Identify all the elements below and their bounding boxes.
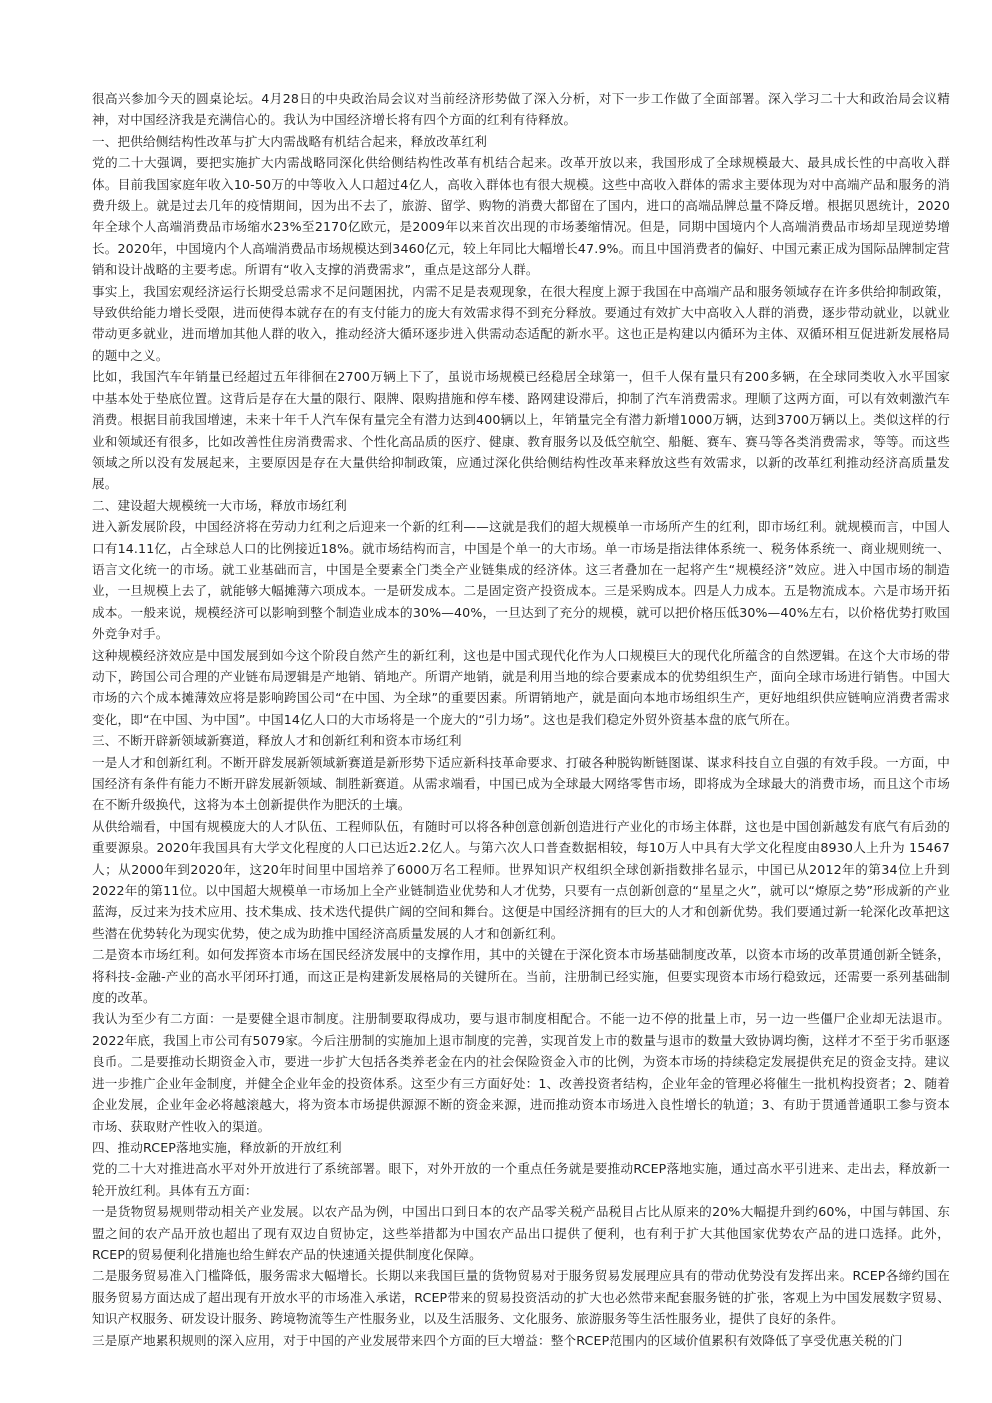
paragraph: 党的二十大对推进高水平对外开放进行了系统部署。眼下，对外开放的一个重点任务就是要推动RCEP落地实施，通过高水平引进来、走出去，释放新一轮开放红利。具体有五方面： [92, 1161, 950, 1198]
paragraph: 比如，我国汽车年销量已经超过五年徘徊在2700万辆上下了，虽说市场规模已经稳居全球第一，但千人保有量只有200多辆，在全球同类收入水平国家中基本处于垫底位置。这背后是存在大量的限行、限牌、限购措施和停车楼、路网建设滞后，抑制了汽车消费需求。理顺了这两方面，可以有效刺激汽车消费。根据目前我国增速，未来十年千人汽车保有量完全有潜力达到400辆以上，年销量完全有潜力新增1000万辆，达到3700万辆以上。类似这样的行业和领域还有很多，比如改善性住房消费需求、个性化高品质的医疗、健康、教育服务以及低空航空、船艇、赛车、赛马等各类消费需求，等等。而这些领域之所以没有发展起来，主要原因是存在大量供给抑制政策，应通过深化供给侧结构性改革来释放这些有效需求，以新的改革红利推动经济高质量发展。 [92, 369, 950, 492]
paragraph: 从供给端看，中国有规模庞大的人才队伍、工程师队伍，有随时可以将各种创意创新创造进行产业化的市场主体群，这也是中国创新越发有底气有后劲的重要源泉。2020年我国具有大学文化程度的人口已达近2.2亿人。与第六次人口普查数据相较，每10万人中具有大学文化程度由8930人上升为 15467人；从2000年到2020年，这20年时间里中国培养了6000万名工程师。世界知识产权组织全球创新指数排名显示，中国已从2012年的第34位上升到2022年的第11位。以中国超大规模单一市场加上全产业链制造业优势和人才优势，只要有一点创新创意的“星星之火”，就可以“燎原之势”形成新的产业蓝海，反过来为技术应用、技术集成、技术迭代提供广阔的空间和舞台。这便是中国经济拥有的巨大的人才和创新优势。我们要通过新一轮深化改革把这些潜在优势转化为现实优势，使之成为助推中国经济高质量发展的人才和创新红利。 [92, 818, 950, 941]
paragraph: 进入新发展阶段，中国经济将在劳动力红利之后迎来一个新的红利——这就是我们的超大规模单一市场所产生的红利，即市场红利。就规模而言，中国人口有14.11亿，占全球总人口的比例接近18%。就市场结构而言，中国是个单一的大市场。单一市场是指法律体系统一、税务体系统一、商业规则统一、语言文化统一的市场。就工业基础而言，中国是全要素全门类全产业链集成的经济体。这三者叠加在一起将产生“规模经济”效应。进入中国市场的制造业，一旦规模上去了，就能够大幅摊薄六项成本。一是研发成本。二是固定资产投资成本。三是采购成本。四是人力成本。五是物流成本。六是市场开拓成本。一般来说，规模经济可以影响到整个制造业成本的30%—40%，一旦达到了充分的规模，就可以把价格压低30%—40%左右，以价格优势打败国外竞争对手。 [92, 519, 950, 642]
paragraph: 三是原产地累积规则的深入应用，对于中国的产业发展带来四个方面的巨大增益：整个RCEP范围内的区域价值累积有效降低了享受优惠关税的门 [92, 1332, 903, 1348]
paragraph: 我认为至少有二方面：一是要健全退市制度。注册制要取得成功，要与退市制度相配合。不能一边不停的批量上市，另一边一些僵尸企业却无法退市。2022年底，我国上市公司有5079家。今后注册制的实施加上退市制度的完善，实现首发上市的数量与退市的数量大致协调均衡，这样才不至于劣币驱逐良币。二是要推动长期资金入市，要进一步扩大包括各类养老金在内的社会保险资金入市的比例，为资本市场的持续稳定发展提供充足的资金支持。建议进一步推广企业年金制度，并健全企业年金的投资体系。这至少有三方面好处：1、改善投资者结构，企业年金的管理必将催生一批机构投资者；2、随着企业发展，企业年金必将越滚越大，将为资本市场提供源源不断的资金来源，进而推动资本市场进入良性增长的轨道；3、有助于贯通普通职工参与资本市场、获取财产性收入的渠道。 [92, 1011, 950, 1134]
paragraph: 一是货物贸易规则带动相关产业发展。以农产品为例，中国出口到日本的农产品零关税产品税目占比从原来的20%大幅提升到约60%，中国与韩国、东盟之间的农产品开放也超出了现有双边自贸协定，这些举措都为中国农产品出口提供了便利，也有利于扩大其他国家优势农产品的进口选择。此外，RCEP的贸易便利化措施也给生鲜农产品的快速通关提供制度化保障。 [92, 1204, 950, 1262]
paragraph: 党的二十大强调，要把实施扩大内需战略同深化供给侧结构性改革有机结合起来。改革开放以来，我国形成了全球规模最大、最具成长性的中高收入群体。目前我国家庭年收入10-50万的中等收入人口超过4亿人，高收入群体也有很大规模。这些中高收入群体的需求主要体现为对中高端产品和服务的消费升级上。就是过去几年的疫情期间，因为出不去了，旅游、留学、购物的消费大都留在了国内，进口的高端品牌总量不降反增。根据贝恩统计，2020年全球个人高端消费品市场缩水23%至2170亿欧元，是2009年以来首次出现的市场萎缩情况。但是，同期中国境内个人高端消费品市场却呈现逆势增长。2020年，中国境内个人高端消费品市场规模达到3460亿元，较上年同比大幅增长47.9%。而且中国消费者的偏好、中国元素正成为国际品牌制定营销和设计战略的主要考虑。所谓有“收入支撑的消费需求”，重点是这部分人群。 [92, 155, 950, 278]
section-heading-rcep: 四、推动RCEP落地实施，释放新的开放红利 [92, 1139, 342, 1155]
paragraph: 事实上，我国宏观经济运行长期受总需求不足问题困扰，内需不足是表观现象，在很大程度上源于我国在中高端产品和服务领域存在许多供给抑制政策，导致供给能力增长受限，进而使得本就存在的有支付能力的庞大有效需求得不到充分释放。要通过有效扩大中高收入人群的消费，逐步带动就业，以就业带动更多就业，进而增加其他人群的收入，推动经济大循环逐步进入供需动态适配的新水平。这也正是构建以内循环为主体、双循环相互促进新发展格局的题中之义。 [92, 283, 950, 363]
paragraph: 一是人才和创新红利。不断开辟发展新领域新赛道是新形势下适应新科技革命要求、打破各种脱钩断链图谋、谋求科技自立自强的有效手段。一方面，中国经济有条件有能力不断开辟发展新领域、制胜新赛道。从需求端看，中国已成为全球最大网络零售市场，即将成为全球最大的消费市场，而且这个市场在不断升级换代，这将为本土创新提供作为肥沃的土壤。 [92, 754, 950, 813]
section-heading-reform: 一、把供给侧结构性改革与扩大内需战略有机结合起来，释放改革红利 [92, 133, 488, 149]
paragraph: 二是资本市场红利。如何发挥资本市场在国民经济发展中的支撑作用，其中的关键在于深化资本市场基础制度改革，以资本市场的改革贯通创新全链条，将科技-金融-产业的高水平闭环打通，而这正是构建新发展格局的关键所在。当前，注册制已经实施，但要实现资本市场行稳致远，还需要一系列基础制度的改革。 [92, 947, 950, 1006]
section-heading-innovation: 三、不断开辟新领域新赛道，释放人才和创新红利和资本市场红利 [92, 733, 462, 749]
paragraph: 这种规模经济效应是中国发展到如今这个阶段自然产生的新红利，这也是中国式现代化作为人口规模巨大的现代化所蕴含的自然逻辑。在这个大市场的带动下，跨国公司合理的产业链布局逻辑是产地销、销地产。所谓产地销，就是利用当地的综合要素成本的优势组织生产，面向全球市场进行销售。中国大市场的六个成本摊薄效应将是影响跨国公司“在中国、为全球”的重要因素。所谓销地产，就是面向本地市场组织生产，更好地组织供应链响应消费者需求变化，即“在中国、为中国”。中国14亿人口的大市场将是一个庞大的“引力场”。这也是我们稳定外贸外资基本盘的底气所在。 [92, 647, 950, 727]
paragraph: 二是服务贸易准入门槛降低，服务需求大幅增长。长期以来我国巨量的货物贸易对于服务贸易发展理应具有的带动优势没有发挥出来。RCEP各缔约国在服务贸易方面达成了超出现有开放水平的市场准入承诺，RCEP带来的贸易投资活动的扩大也必然带来配套服务链的扩张，客观上为中国发展数字贸易、知识产权服务、研发设计服务、跨境物流等生产性服务业，以及生活服务、文化服务、旅游服务等生活性服务业，提供了良好的条件。 [92, 1268, 950, 1327]
section-heading-market: 二、建设超大规模统一大市场，释放市场红利 [92, 497, 347, 513]
document-body [92, 88, 950, 1351]
intro-paragraph: 很高兴参加今天的圆桌论坛。4月28日的中央政治局会议对当前经济形势做了深入分析，对下一步工作做了全面部署。深入学习二十大和政治局会议精神，对中国经济我是充满信心的。我认为中国经济增长将有四个方面的红利有待释放。 [92, 91, 950, 128]
